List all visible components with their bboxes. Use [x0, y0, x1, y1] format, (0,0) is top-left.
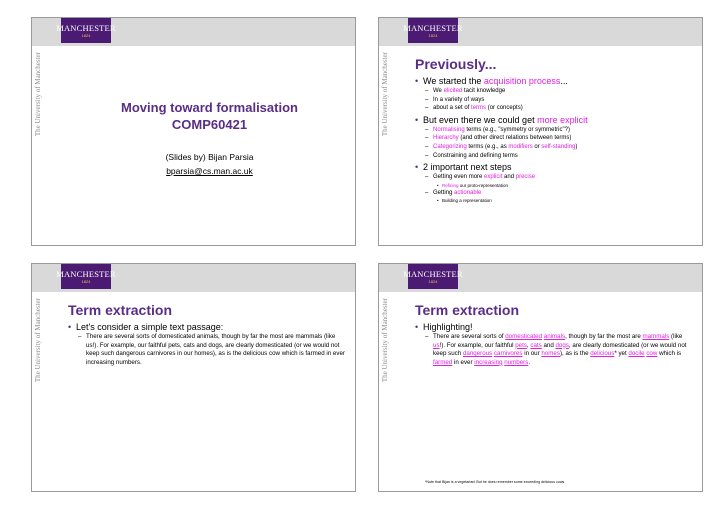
text-passage: – There are several sorts of domesticated animals, though by far the most are mammals (like us!). For example, our faithful pets, cats and dogs, are clearly domesticated (or we would not keep such dangerous carnivores in our homes), as is the delicious cow which is farmed in ever increasing numbers. [78, 333, 345, 366]
course-code: COMP60421 [171, 117, 248, 132]
list-item: – In a variety of ways [425, 96, 485, 103]
footnote: *Note that Bijan is a vegetarian! But he does remember some exceeding delicious cows. [425, 480, 566, 484]
slide-title: Term extraction [415, 302, 519, 318]
university-side-text: The University of Manchester [381, 52, 389, 137]
university-side-text: The University of Manchester [34, 52, 42, 137]
list-item: – Normalising terms (e.g., "symmetry or symmetric"?) [425, 126, 570, 133]
slide-title-line1: Moving toward formalisation [121, 100, 298, 115]
list-item: • Let's consider a simple text passage: [68, 322, 224, 332]
university-logo: MANCHESTER 1824 [408, 18, 458, 43]
slide-content [68, 320, 345, 367]
slide-title: Term extraction [68, 302, 172, 318]
list-item: • Refining our proto-representation [437, 182, 509, 188]
list-item: – Hierarchy (and other direct relations between terms) [425, 135, 572, 142]
list-item: • But even there we could get more explicit [415, 114, 588, 125]
list-item: – We elicited tacit knowledge [425, 88, 506, 94]
university-logo: MANCHESTER 1824 [408, 264, 458, 289]
university-side-text: The University of Manchester [34, 298, 42, 383]
slide-3 [31, 263, 356, 492]
university-side-text: The University of Manchester [381, 298, 389, 383]
slide-content [415, 74, 692, 204]
highlighted-passage: – There are several sorts of domesticated animals, though by far the most are mammals (like us!). For example, our faithful pets, cats and dogs, are clearly domesticated (or we would not keep such dangerous carnivores in our homes), as is the delicious* yet docile cow which is farmed in ever increasing numbers. [425, 333, 687, 366]
slide-title: Previously... [415, 56, 497, 72]
list-item: – Constraining and defining terms [425, 152, 518, 159]
university-logo: MANCHESTER 1824 [61, 264, 111, 289]
list-item: • Building a representation [437, 198, 492, 204]
list-item: • We started the acquisition process... [415, 76, 568, 86]
university-logo: MANCHESTER 1824 [61, 18, 111, 43]
list-item: – about a set of terms (or concepts) [425, 105, 523, 112]
author-email-link[interactable]: bparsia@cs.man.ac.uk [166, 166, 253, 176]
slide-4 [378, 263, 703, 492]
list-item: – Getting even more explicit and precise [425, 174, 536, 181]
slide-2 [378, 17, 703, 246]
slide-1 [31, 17, 356, 246]
list-item: – Categorizing terms (e.g., as modifiers or self-standing) [425, 143, 578, 150]
list-item: – Getting actionable [425, 189, 482, 196]
list-item: • Highlighting! [415, 322, 473, 332]
list-item: • 2 important next steps [415, 162, 512, 173]
author: (Slides by) Bijan Parsia [165, 152, 254, 162]
slide-content [415, 320, 692, 367]
